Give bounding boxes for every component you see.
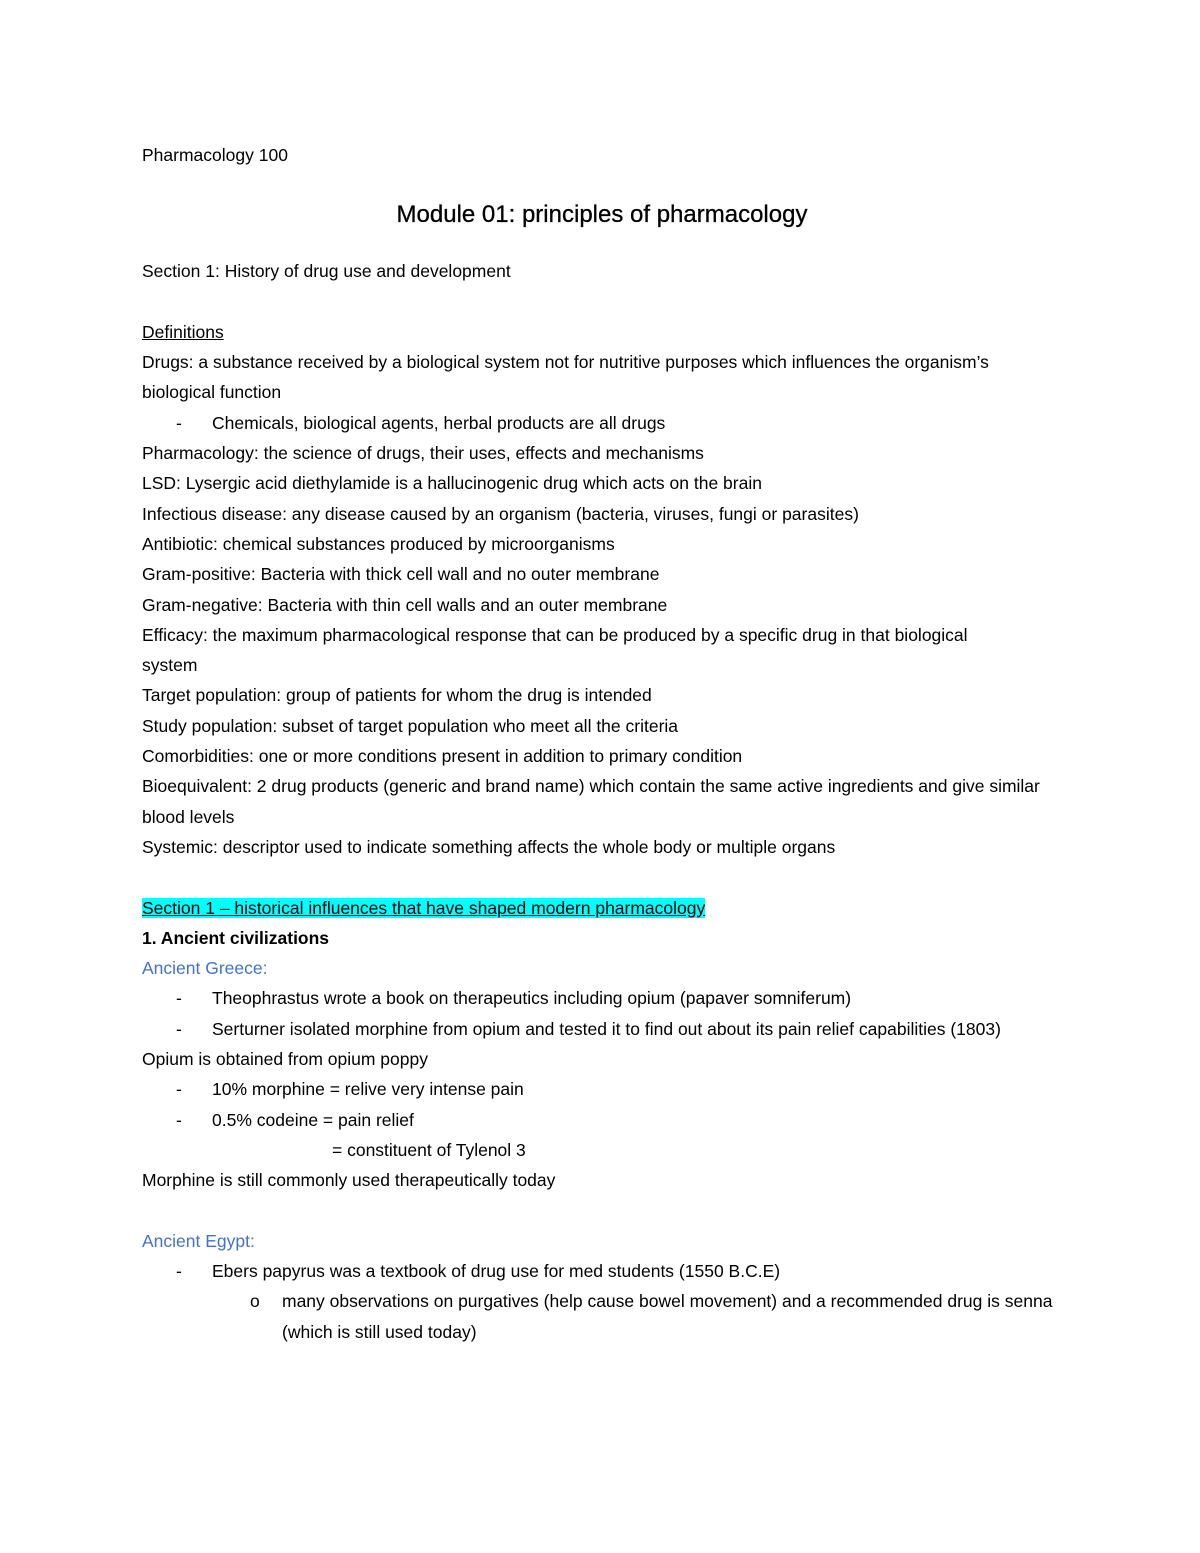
definition-target-population: Target population: group of patients for whom the drug is intended	[142, 685, 652, 706]
dash-marker: -	[176, 1261, 182, 1282]
greece-heading: Ancient Greece:	[142, 958, 268, 979]
definition-comorbidities: Comorbidities: one or more conditions present in addition to primary condition	[142, 746, 743, 767]
egypt-heading: Ancient Egypt:	[142, 1230, 255, 1251]
definition-systemic: Systemic: descriptor used to indicate something affects the whole body or multiple organs	[142, 836, 836, 857]
dash-marker: -	[176, 1018, 182, 1039]
definition-infectious-disease: Infectious disease: any disease caused by an organism (bacteria, viruses, fungi or parasites)	[142, 503, 859, 524]
list-item-text: Ebers papyrus was a textbook of drug use for med students (1550 B.C.E)	[212, 1261, 781, 1282]
definition-efficacy: Efficacy: the maximum pharmacological response that can be produced by a specific drug in that biological system	[142, 624, 968, 676]
course-name: Pharmacology 100	[142, 145, 288, 165]
circle-marker: o	[250, 1291, 260, 1312]
list-item	[142, 1014, 1062, 1044]
spacer	[142, 287, 1062, 317]
list-item-continuation: = constituent of Tylenol 3	[332, 1139, 526, 1160]
sub-list-item-text: many observations on purgatives (help cause bowel movement) and a recommended drug is senna (which is still used today)	[282, 1291, 1053, 1342]
dash-marker: -	[176, 412, 182, 433]
dash-marker: -	[176, 988, 182, 1009]
section-heading	[142, 893, 1062, 923]
document-page	[142, 140, 1062, 1347]
definition-gram-negative: Gram-negative: Bacteria with thin cell walls and an outer membrane	[142, 594, 668, 615]
definition-gram-positive: Gram-positive: Bacteria with thick cell wall and no outer membrane	[142, 564, 660, 585]
sub-list-item	[142, 1286, 1062, 1347]
subsection-heading: 1. Ancient civilizations	[142, 927, 330, 948]
definition-pharmacology: Pharmacology: the science of drugs, their uses, effects and mechanisms	[142, 443, 704, 464]
list-item	[142, 408, 1062, 438]
section-intro: Section 1: History of drug use and development	[142, 261, 511, 282]
list-item-text: Theophrastus wrote a book on therapeutics including opium (papaver somniferum)	[212, 988, 852, 1009]
spacer	[142, 862, 1062, 892]
highlighted-section-title: Section 1 – historical influences that have shaped modern pharmacology	[142, 897, 706, 918]
list-item	[142, 983, 1062, 1013]
dash-marker: -	[176, 1109, 182, 1130]
definitions-heading: Definitions	[142, 321, 224, 342]
definition-lsd: LSD: Lysergic acid diethylamide is a hallucinogenic drug which acts on the brain	[142, 473, 762, 494]
list-item-text: 0.5% codeine = pain relief	[212, 1109, 414, 1130]
module-title: Module 01: principles of pharmacology	[396, 201, 808, 229]
list-item	[142, 1105, 1062, 1135]
definition-bioequivalent: Bioequivalent: 2 drug products (generic and brand name) which contain the same active ingredients and give similar blood levels	[142, 776, 1040, 827]
list-item-text: 10% morphine = relive very intense pain	[212, 1079, 524, 1100]
spacer	[142, 1196, 1062, 1226]
list-item	[142, 1256, 1062, 1286]
definition-study-population: Study population: subset of target population who meet all the criteria	[142, 715, 679, 736]
morphine-note: Morphine is still commonly used therapeutically today	[142, 1170, 556, 1191]
list-item	[142, 1074, 1062, 1104]
dash-marker: -	[176, 1079, 182, 1100]
list-item-text: Chemicals, biological agents, herbal products are all drugs	[212, 412, 666, 433]
definition-antibiotic: Antibiotic: chemical substances produced by microorganisms	[142, 533, 615, 554]
opium-note: Opium is obtained from opium poppy	[142, 1049, 428, 1070]
list-item-text: Serturner isolated morphine from opium and tested it to find out about its pain relief capabilities (1803)	[212, 1018, 1001, 1039]
definition-drugs: Drugs: a substance received by a biological system not for nutritive purposes which influences the organism’s biological function	[142, 352, 989, 403]
